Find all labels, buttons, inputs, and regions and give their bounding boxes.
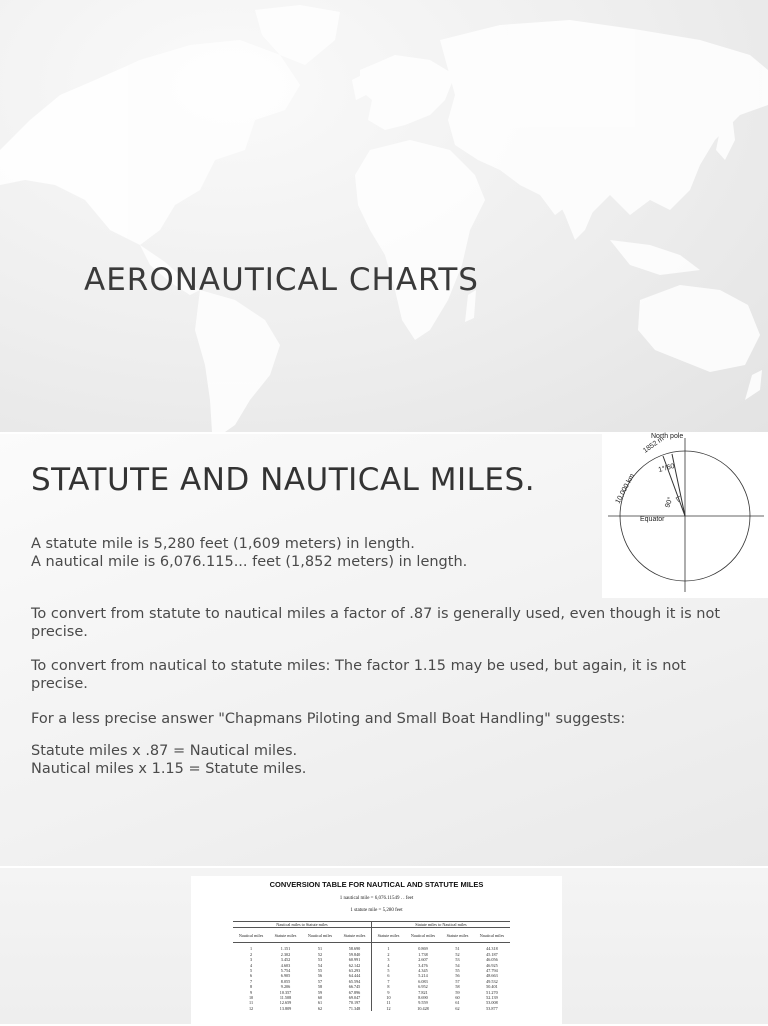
table-cell: 8.690 [418,995,428,1001]
slide-title: AERONAUTICAL CHARTS [84,262,479,298]
table-cell: 1 [371,943,404,952]
table-cell: 6.952 [418,984,428,990]
table-cell: 1.151 [280,946,291,952]
nautical-to-statute-paragraph: To convert from nautical to statute miles: The factor 1.15 may be used, but again, it is not precise. [31,658,686,692]
nautical-formula: Nautical miles x 1.15 = Statute miles. [31,761,307,777]
group-header-right: Statute miles to Nautical miles [371,922,510,928]
table-cell: 51 [455,946,460,952]
table-cell: 64.444 [348,973,361,979]
table-cell: 4.345 [418,968,428,974]
table-cell: 56 [455,973,460,979]
table-cell: 71.348 [348,1005,361,1011]
table-cell: 6 [250,973,253,979]
conversion-table-image [191,876,562,1026]
statute-formula: Statute miles x .87 = Nautical miles. [31,743,298,759]
table-cell: 12 [371,1006,404,1011]
globe-diagram-svg [602,432,768,598]
column-header: Statute miles [441,928,474,943]
table-cell: 54 [317,962,323,968]
slide-title: STATUTE AND NAUTICAL MILES. [31,462,536,498]
table-cell: 3 [250,957,253,963]
definitions-paragraph [31,535,467,571]
table-cell: 48.663 [486,973,498,979]
table-cell: 51 [317,946,323,952]
table-cell: 63.293 [348,968,361,974]
table-cell: 47.794 [486,968,498,974]
column-header: Statute miles [371,928,404,943]
small-angle-label: 1°/60 [657,462,676,474]
table-cell: 3.476 [418,962,428,968]
table-cell: 8.055 [280,978,291,984]
world-map-background [0,0,768,432]
statute-to-nautical-paragraph: To convert from statute to nautical miles a factor of .87 is generally used, even though it is not precise. [31,606,721,640]
table-cell: 66.745 [348,984,361,990]
table-cell: 9 [250,989,253,995]
table-cell: 61 [455,1000,460,1006]
table-cell: 52 [317,951,323,957]
equator-label: Equator [640,516,665,523]
statute-mile-definition: A statute mile is 5,280 feet (1,609 meters) in length. [31,536,415,552]
table-cell: 46.925 [486,962,498,968]
table-cell: 57 [317,978,323,984]
table-cell: 2 [371,952,404,957]
column-header: Nautical miles [233,928,269,943]
table-cell: 12.659 [279,1000,292,1006]
table-cell: 70.197 [348,1000,361,1006]
globe-diagram [602,432,768,598]
table-cell: 53 [455,957,460,963]
table-cell: 5.214 [418,973,428,979]
table-cell: 9.559 [418,1000,428,1006]
table-cell: 5.754 [280,968,291,974]
table-cell: 53.008 [486,1000,498,1006]
table-body [233,943,510,1011]
table-cell: 56 [317,973,323,979]
table-cell: 62.142 [348,962,361,968]
table-cell: 55 [455,968,460,974]
title-slide [0,0,768,432]
table-cell: 6 [371,973,404,978]
table-cell: 0.869 [418,946,428,952]
table-cell: 58.690 [348,946,361,952]
table-cell: 10.357 [279,989,292,995]
table-cell: 61 [317,1000,323,1006]
table-cell: 10 [371,995,404,1000]
formulas-paragraph [31,742,306,778]
table-cell: 6.083 [418,978,428,984]
table-cell: 62 [455,1005,460,1011]
table-cell: 51.270 [486,989,498,995]
right-angle-label: 90° [664,496,675,509]
table-cell: 2.607 [418,957,428,963]
table-cell: 13.809 [279,1005,292,1011]
arc-length-label: 10,000 km [614,472,637,505]
table-cell: 5 [250,968,253,974]
table-cell: 44.318 [486,946,498,952]
table-cell: 2 [250,951,253,957]
table-cell: 11 [371,1000,404,1005]
table-title: CONVERSION TABLE FOR NAUTICAL AND STATUTE MILES [269,880,484,889]
statute-mile-equation: 1 statute mile = 5,280 feet [350,908,403,913]
table-cell: 65.594 [348,978,361,984]
table-cell: 7 [371,979,404,984]
table-cell: 5 [371,968,404,973]
column-header: Statute miles [269,928,302,943]
table-cell: 67.896 [348,989,361,995]
table-cell: 7 [250,978,253,984]
table-cell: 1 [250,946,253,952]
table-cell: 58 [317,984,323,990]
table-cell: 1.738 [418,951,428,957]
north-pole-label: North pole [651,433,684,440]
table-cell: 3.452 [280,957,291,963]
table-cell: 11.508 [279,995,292,1001]
table-row [233,943,510,952]
table-cell: 62 [317,1005,323,1011]
nautical-mile-definition: A nautical mile is 6,076.115... feet (1,852 meters) in length. [31,554,468,570]
table-cell: 53.877 [486,1005,498,1011]
table-cell: 52 [455,951,460,957]
table-cell: 54 [455,962,460,968]
table-cell: 4 [250,962,253,968]
table-cell: 10 [248,995,254,1001]
table-cell: 60 [455,995,460,1001]
table-cell: 7.821 [418,989,428,995]
table-cell: 53 [317,957,323,963]
table-cell: 9 [371,990,404,995]
segment-length-label: 1852 m [642,435,666,455]
table-cell: 49.532 [486,978,498,984]
table-cell: 4 [371,963,404,968]
table-cell: 57 [455,978,460,984]
table-cell: 59 [455,989,460,995]
table-cell: 8 [371,984,404,989]
table-cell: 11 [249,1000,254,1006]
table-cell: 2.302 [280,951,291,957]
table-cell: 8 [250,984,253,990]
column-header-row [233,928,510,943]
table-cell: 69.047 [348,995,361,1001]
group-header-left: Nautical miles to Statute miles [233,922,371,928]
table-cell: 46.056 [486,957,498,963]
table-cell: 60 [317,995,323,1001]
table-cell: 45.187 [486,951,498,957]
table-cell: 50.401 [486,984,498,990]
table-cell: 60.991 [348,957,361,963]
table-cell: 52.139 [486,995,498,1001]
table-row [233,1006,510,1011]
column-header: Nautical miles [302,928,338,943]
table-cell: 59.840 [348,951,361,957]
table-cell: 12 [248,1005,254,1011]
table-cell: 6.905 [280,973,291,979]
table-cell: 9.206 [280,984,291,990]
table-cell: 59 [317,989,323,995]
column-header: Statute miles [338,928,371,943]
column-header: Nautical miles [474,928,510,943]
chapmans-paragraph: For a less precise answer "Chapmans Piloting and Small Boat Handling" suggests: [31,711,626,727]
table-cell: 4.603 [280,962,291,968]
table-cell: 58 [455,984,460,990]
table-cell: 10.428 [417,1005,429,1011]
table-cell: 3 [371,957,404,962]
conversion-table [233,921,510,1011]
column-header: Nautical miles [405,928,441,943]
nautical-mile-equation: 1 nautical mile = 6,076.11549 . . feet [339,896,414,901]
table-cell: 55 [317,968,323,974]
